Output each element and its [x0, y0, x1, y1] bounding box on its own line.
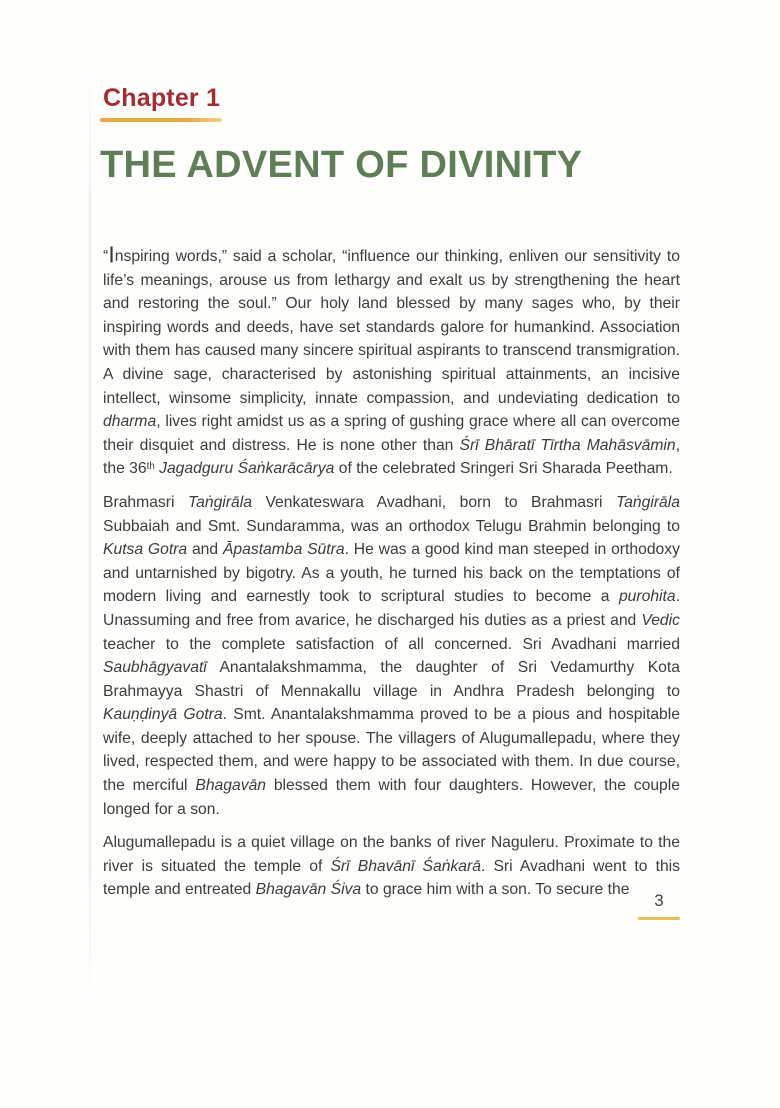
paragraph-2: Brahmasri Taṅgirāla Venkateswara Avadhani, born to Brahmasri Taṅgirāla Subbaiah and Smt. Sundaramma, was an orthodox Telugu Brahmin belonging to Kutsa Gotra and Āpastamba Sūtra. He was a good kind man steeped in orthodoxy and untarnished by bigotry. As a youth, he turned his back on the temptations of modern living and earnestly took to scriptural studies to become a purohita. Unassuming and free from avarice, he discharged his duties as a priest and Vedic teacher to the complete satisfaction of all concerned. Sri Avadhani married Saubhāgyavatī Anantalakshmamma, the daughter of Sri Vedamurthy Kota Brahmayya Shastri of Mennakallu village in Andhra Pradesh belonging to Kauṇḍinyā Gotra. Smt. Anantalakshmamma proved to be a pious and hospitable wife, deeply attached to her spouse. The villagers of Alugumallepadu, where they lived, respected them, and were happy to be associated with them. In due course, the merciful Bhagavān blessed them with four daughters. However, the couple longed for a son.: [103, 493, 680, 818]
page-number: 3: [654, 891, 664, 910]
page-number-block: [638, 891, 680, 920]
paragraph-3: Alugumallepadu is a quiet village on the banks of river Naguleru. Proximate to the river is situated the temple of Śrī Bhavānī Śaṅkarā. Sri Avadhani went to this temple and entreated Bhagavān Śiva to grace him with a son. To secure the: [103, 834, 680, 899]
page-title: THE ADVENT OF DIVINITY: [100, 144, 583, 186]
chapter-underline-rule: [100, 118, 222, 122]
page-scan-edge: [89, 60, 91, 1010]
page-number-underline-rule: [638, 917, 680, 920]
body-text: [103, 241, 680, 912]
chapter-label: Chapter 1: [103, 84, 221, 112]
paragraph-1: “Inspiring words,” said a scholar, “influence our thinking, enliven our sensitivity to life’s meanings, arouse us from lethargy and exalt us by strengthening the heart and restoring the soul.” Our holy land blessed by many sages who, by their inspiring words and deeds, have set standards galore for humankind. Association with them has caused many sincere spiritual aspirants to transcend transmigration. A divine sage, characterised by astonishing spiritual attainments, an incisive intellect, winsome simplicity, innate compassion, and undeviating dedication to dharma, lives right amidst us as a spring of gushing grace where all can overcome their disquiet and distress. He is none other than Śrī Bhāratī Tīrtha Mahāsvāmin, the 36th Jagadguru Śaṅkarācārya of the celebrated Sringeri Sri Sharada Peetham.: [103, 241, 680, 478]
